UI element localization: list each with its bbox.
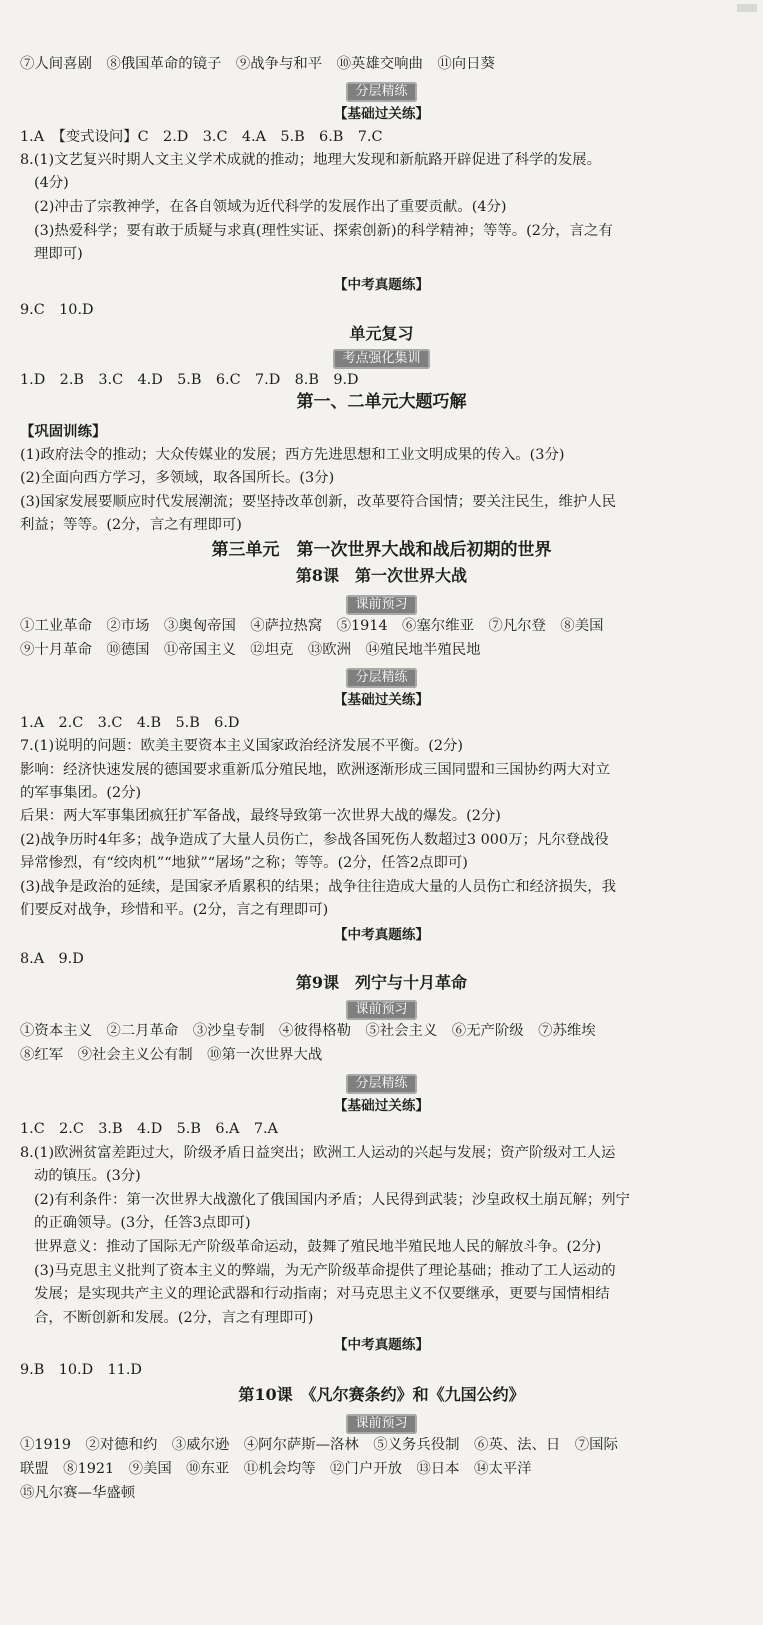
answer-line: 理即可) [34, 246, 83, 262]
unit-heading: 第三单元 第一次世界大战和战后初期的世界 [211, 540, 552, 560]
answer-line: 的正确领导。(3分，任答3点即可) [34, 1215, 251, 1231]
section-tag-row [0, 80, 763, 104]
answer-line: ⑦人间喜剧 ⑧俄国革命的镜子 ⑨战争与和平 ⑩英雄交响曲 ⑪向日葵 [20, 56, 495, 72]
subsection-heading: 【中考真题练】 [333, 927, 430, 943]
subsection-heading: 【基础过关练】 [333, 106, 430, 122]
unit-heading: 第一、二单元大题巧解 [296, 392, 467, 412]
section-tag: 课前预习 [346, 1000, 416, 1020]
answer-line: (2)冲击了宗教神学，在各自领域为近代科学的发展作出了重要贡献。(4分) [34, 199, 507, 215]
answer-line: 9.B 10.D 11.D [20, 1362, 142, 1378]
lesson-heading: 单元复习 [349, 324, 414, 343]
answer-line: 利益；等等。(2分，言之有理即可) [20, 517, 242, 533]
answer-line: 联盟 ⑧1921 ⑨美国 ⑩东亚 ⑪机会均等 ⑫门户开放 ⑬日本 ⑭太平洋 [20, 1461, 532, 1477]
answer-line: 动的镇压。(3分) [34, 1168, 141, 1184]
answer-line: 的军事集团。(2分) [20, 785, 142, 801]
subsection-heading: 【基础过关练】 [333, 692, 430, 708]
answer-line: ①1919 ②对德和约 ③威尔逊 ④阿尔萨斯—洛林 ⑤义务兵役制 ⑥英、法、日 ⑦国际 [20, 1437, 618, 1453]
answer-line: 8.(1)欧洲贫富差距过大，阶级矛盾日益突出；欧洲工人运动的兴起与发展；资产阶级对工人运 [20, 1145, 616, 1161]
answer-line: (2)全面向西方学习，多领域，取各国所长。(3分) [20, 470, 335, 486]
answer-line: 异常惨烈，有“绞肉机”“地狱”“屠场”之称；等等。(2分，任答2点即可) [20, 855, 468, 871]
answer-line: 影响：经济快速发展的德国要求重新瓜分殖民地，欧洲逐渐形成三国同盟和三国协约两大对立 [20, 762, 611, 778]
answer-line: 后果：两大军事集团疯狂扩军备战，最终导致第一次世界大战的爆发。(2分) [20, 808, 501, 824]
section-tag: 分层精练 [346, 82, 416, 102]
subsection-heading: 【中考真题练】 [333, 1337, 430, 1353]
answer-line: ⑨十月革命 ⑩德国 ⑪帝国主义 ⑫坦克 ⑬欧洲 ⑭殖民地半殖民地 [20, 642, 481, 658]
section-tag: 分层精练 [346, 1074, 416, 1094]
answer-line: (2)战争历时4年多；战争造成了大量人员伤亡，参战各国死伤人数超过3 000万；凡尔登战役 [20, 832, 609, 848]
section-tag: 课前预习 [346, 595, 416, 615]
answer-line: (4分) [34, 175, 69, 191]
answer-line: 7.(1)说明的问题：欧美主要资本主义国家政治经济发展不平衡。(2分) [20, 738, 464, 754]
answer-line: 9.C 10.D [20, 302, 94, 318]
section-tag-row [0, 1072, 763, 1096]
answer-line: ①资本主义 ②二月革命 ③沙皇专制 ④彼得格勒 ⑤社会主义 ⑥无产阶级 ⑦苏维埃 [20, 1023, 596, 1039]
answer-line: ①工业革命 ②市场 ③奥匈帝国 ④萨拉热窝 ⑤1914 ⑥塞尔维亚 ⑦凡尔登 ⑧美国 [20, 618, 604, 634]
answer-line: 8.(1)文艺复兴时期人文主义学术成就的推动；地理大发现和新航路开辟促进了科学的发展。 [20, 152, 601, 168]
answer-line: (2)有利条件：第一次世界大战激化了俄国国内矛盾；人民得到武装；沙皇政权土崩瓦解；列宁 [34, 1192, 631, 1208]
answer-line: 1.A 【变式设问】C 2.D 3.C 4.A 5.B 6.B 7.C [20, 129, 383, 145]
answer-line: ⑧红军 ⑨社会主义公有制 ⑩第一次世界大战 [20, 1047, 323, 1063]
answer-line: (3)国家发展要顺应时代发展潮流；要坚持改革创新，改革要符合国情；要关注民生，维护人民 [20, 494, 617, 510]
section-tag-row [0, 666, 763, 690]
answer-line: (3)战争是政治的延续，是国家矛盾累积的结果；战争往往造成大量的人员伤亡和经济损失，我 [20, 879, 617, 895]
subsection-heading: 【基础过关练】 [333, 1098, 430, 1114]
answer-line: 1.D 2.B 3.C 4.D 5.B 6.C 7.D 8.B 9.D [20, 372, 359, 388]
answer-line: 1.C 2.C 3.B 4.D 5.B 6.A 7.A [20, 1121, 278, 1137]
subsection-heading: 【中考真题练】 [333, 277, 430, 293]
section-tag: 课前预习 [346, 1414, 416, 1434]
answer-line: ⑮凡尔赛—华盛顿 [20, 1485, 136, 1501]
answer-line: 8.A 9.D [20, 951, 84, 967]
answer-line: (3)马克思主义批判了资本主义的弊端，为无产阶级革命提供了理论基础；推动了工人运动的 [34, 1263, 616, 1279]
answer-line: 1.A 2.C 3.C 4.B 5.B 6.D [20, 715, 240, 731]
section-tag: 考点强化集训 [333, 349, 429, 369]
lesson-heading: 第9课 列宁与十月革命 [295, 973, 468, 992]
section-tag: 分层精练 [346, 668, 416, 688]
lesson-heading: 第10课 《凡尔赛条约》和《九国公约》 [238, 1385, 525, 1404]
page-corner-mark [737, 4, 757, 12]
answer-line: 合，不断创新和发展。(2分，言之有理即可) [34, 1310, 314, 1326]
lesson-heading: 第8课 第一次世界大战 [295, 566, 468, 585]
answer-line: 们要反对战争，珍惜和平。(2分，言之有理即可) [20, 902, 329, 918]
answer-line: (1)政府法令的推动；大众传媒业的发展；西方先进思想和工业文明成果的传入。(3分) [20, 447, 565, 463]
answer-line: 世界意义：推动了国际无产阶级革命运动，鼓舞了殖民地半殖民地人民的解放斗争。(2分) [34, 1239, 602, 1255]
answer-line: 发展；是实现共产主义的理论武器和行动指南；对马克思主义不仅要继承，更要与国情相结 [34, 1286, 610, 1302]
answer-line: (3)热爱科学；要有敢于质疑与求真(理性实证、探索创新)的科学精神；等等。(2分，言之有 [34, 223, 613, 239]
answer-line: 【巩固训练】 [20, 423, 107, 440]
